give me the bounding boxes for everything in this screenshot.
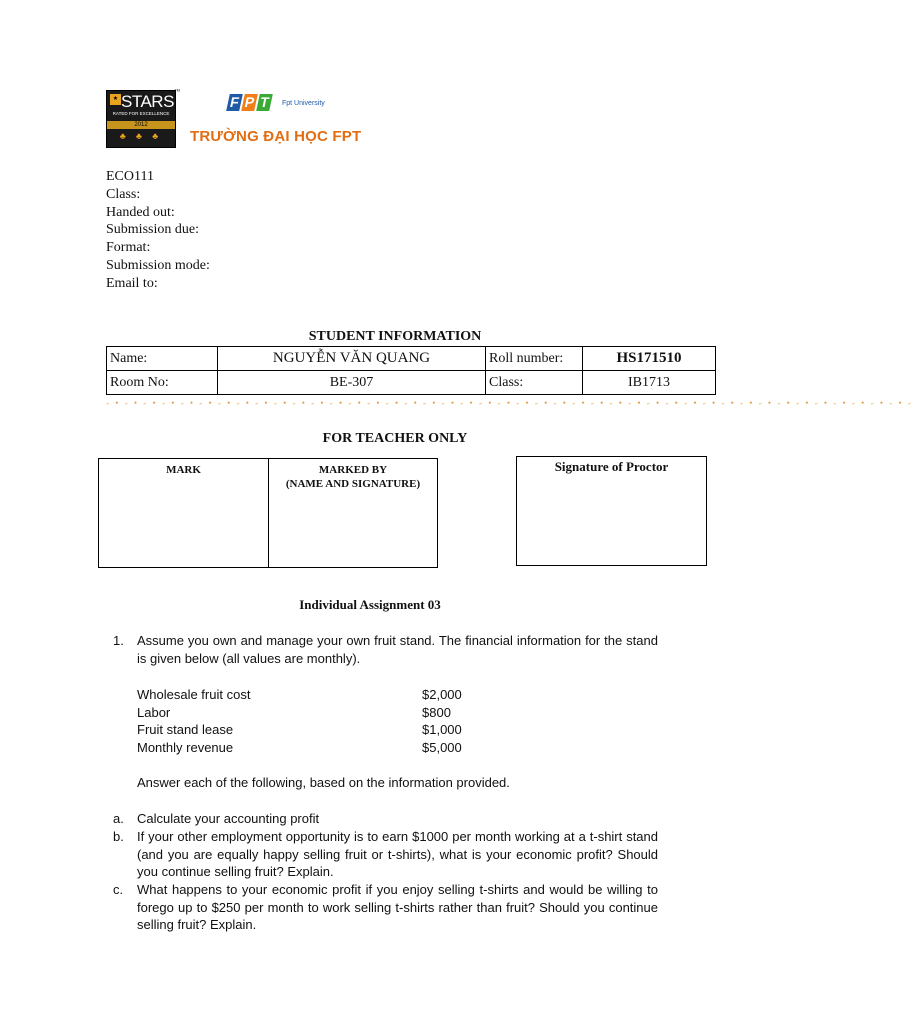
assignment-title: Individual Assignment 03 <box>299 597 441 612</box>
dotted-divider: - • - • - • - • - • - • - • - • - • - • - • - • - • - • - • - • - • - • - • - • - • - • - • - • - • - • - • - • - • - • - • - • - • - • - • - • - • - • - • - • - • - • - • - <box>106 398 913 408</box>
cost-value: $5,000 <box>422 740 462 755</box>
table-row <box>107 371 716 395</box>
sub-question-text: What happens to your economic profit if you enjoy selling t-shirts and would be willing to forego up to $250 per month to work selling t-shirts rather than fruit? Should you continue selling fruit? Explain. <box>137 882 658 933</box>
sub-question-letter: c. <box>113 882 124 897</box>
class-value: IB1713 <box>583 371 716 395</box>
cost-name: Labor <box>137 705 171 720</box>
question-number: 1. <box>113 633 124 648</box>
submission-mode-label: Submission mode: <box>106 257 210 273</box>
fpt-logo <box>228 92 325 116</box>
course-code: ECO111 <box>106 169 154 184</box>
student-info-table <box>106 346 716 395</box>
cost-value: $2,000 <box>422 687 462 702</box>
stars-logo-year: 2012 <box>107 121 175 129</box>
class-label: Class: <box>106 186 141 202</box>
class-label-cell: Class: <box>486 371 583 395</box>
table-row <box>107 347 716 371</box>
sub-question-text: If your other employment opportunity is to earn $1000 per month working at a t-shirt stand (and you are equally happy selling fruit or t-shirts), what is your economic profit? Should you continue selling fruit? Explain. <box>137 829 658 880</box>
proctor-signature-box <box>516 456 707 566</box>
teacher-only-title: FOR TEACHER ONLY <box>322 431 468 446</box>
mark-label: MARK <box>166 464 201 476</box>
room-label: Room No: <box>107 371 218 395</box>
stars-logo <box>106 89 180 148</box>
name-label: Name: <box>107 347 218 371</box>
cost-name: Fruit stand lease <box>137 722 234 737</box>
sub-question-letter: b. <box>113 829 124 844</box>
proctor-signature-label: Signature of Proctor <box>554 459 669 474</box>
fpt-letter-p: P <box>241 94 258 111</box>
assignment-header <box>106 168 210 293</box>
submission-due-label: Submission due: <box>106 222 199 238</box>
fpt-letter-t: T <box>256 94 273 111</box>
instruction-text: Answer each of the following, based on the information provided. <box>137 775 510 790</box>
student-name: NGUYỄN VĂN QUANG <box>218 347 486 371</box>
sub-question-text: Calculate your accounting profit <box>137 811 320 826</box>
stars-logo-symbols: ♣ ♣ ♣ <box>119 131 163 141</box>
university-title: TRƯỜNG ĐẠI HỌC FPT <box>190 128 362 145</box>
roll-number-value: HS171510 <box>583 347 716 371</box>
fpt-letter-f: F <box>226 94 243 111</box>
marked-by-label: MARKED BY <box>318 464 388 476</box>
handed-out-label: Handed out: <box>106 204 175 220</box>
stars-badge-icon: ★ <box>110 94 121 105</box>
roll-number-label: Roll number: <box>486 347 583 371</box>
room-value: BE-307 <box>218 371 486 395</box>
stars-logo-word: STARS <box>121 92 174 111</box>
cost-name: Monthly revenue <box>137 740 234 755</box>
sub-question-letter: a. <box>113 811 124 826</box>
fpt-university-name: Fpt University <box>282 100 325 107</box>
cost-value: $800 <box>422 705 451 720</box>
email-to-label: Email to: <box>106 275 158 291</box>
format-label: Format: <box>106 240 151 256</box>
cost-name: Wholesale fruit cost <box>137 687 251 702</box>
trademark-icon: ™ <box>174 89 180 95</box>
stars-logo-sub: RATED FOR EXCELLENCE <box>112 111 170 116</box>
cost-value: $1,000 <box>422 722 462 737</box>
marked-by-box <box>268 458 438 568</box>
mark-box <box>98 458 269 568</box>
question-text: Assume you own and manage your own fruit stand. The financial information for the stand is given below (all values are monthly). <box>137 633 658 666</box>
student-info-title: STUDENT INFORMATION <box>308 329 482 344</box>
marked-by-sub-label: (NAME AND SIGNATURE) <box>285 478 421 490</box>
